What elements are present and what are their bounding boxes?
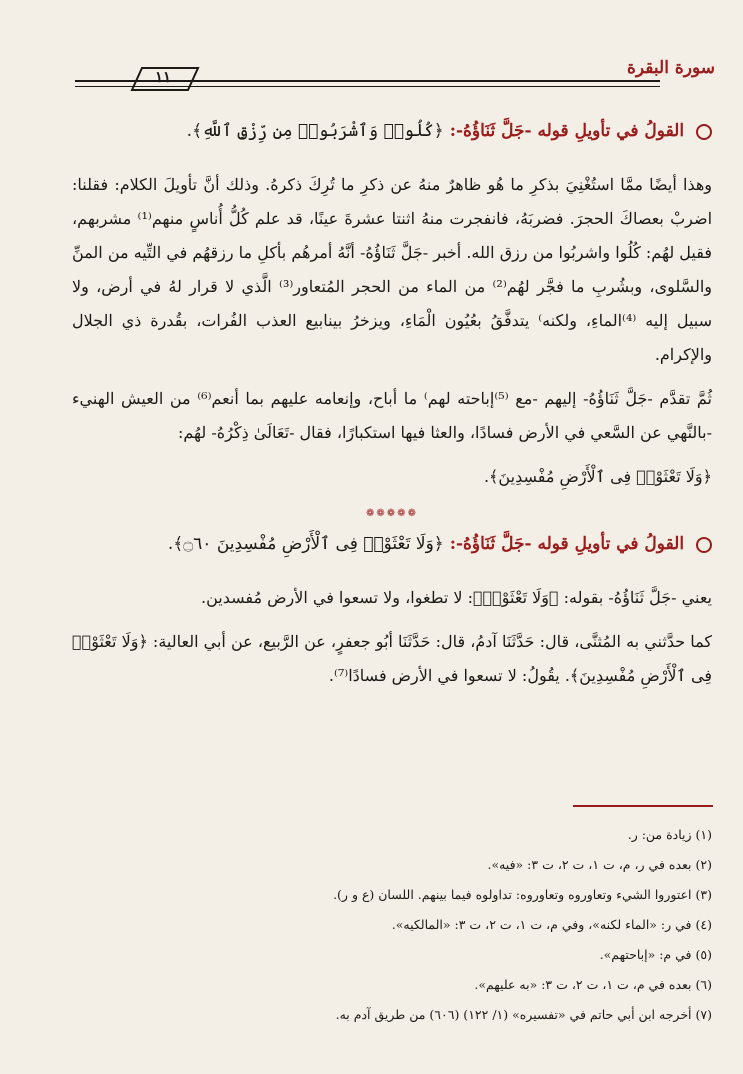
header-rule: [75, 80, 660, 82]
footnote: (٦) بعده في م، ت ١، ت ٢، ت ٣: «به عليهم».: [474, 977, 712, 992]
heading-prefix: القولُ في تأويلِ قوله -جَلَّ ثَنَاؤُهُ-:: [449, 121, 685, 141]
footnote: (٧) أخرجه ابن أبي حاتم في «تفسيره» (١/ ١٢٢) (٦٠٦) من طريق آدم به.: [335, 1007, 712, 1022]
footnote: (١) زيادة من: ر.: [627, 827, 712, 842]
section-divider-ornament: ❁❁❁❁❁: [366, 508, 418, 519]
paragraph: كما حدَّثني به المُثنَّى، قال: حَدَّثَنَا آدمُ، قال: حَدَّثَنَا أبُو جعفرٍ، عن الرَّبيع، عن أبي العالية: ﴿وَلَا تَعْثَوْا۟ فِى ٱلْأَرْضِ مُفْسِدِينَ﴾. يقُولُ: لا تسعوا في الأرض فسادًا⁽⁷⁾.: [72, 632, 712, 685]
section-heading-1: [72, 116, 712, 146]
footnote-separator: [573, 805, 713, 807]
header-rule-thin: [75, 86, 660, 87]
main-text: [72, 108, 712, 703]
heading-circle-icon: [696, 124, 712, 140]
paragraph: ثُمَّ تقدَّم -جَلَّ ثَنَاؤُهُ- إليهم -مع ⁽⁵⁾إباحته لهم⁾ ما أباح، وإنعامه عليهم بما أنعم⁽⁶⁾ من العيش الهنيء -بالنَّهي عن السَّعي في الأرض فسادًا، والعثا فيها استكبارًا، فقال -تَعَالَىٰ ذِكْرُهُ- لهُم:: [72, 389, 712, 442]
footnote: (٣) اعتوروا الشيء وتعاوروه وتعاوروه: تداولوه فيما بينهم. اللسان (ع و ر).: [333, 887, 712, 902]
section-heading-2: [72, 529, 712, 559]
heading-quran-verse: ﴿وَلَا تَعْثَوْا۟ فِى ٱلْأَرْضِ مُفْسِدِينَ ۝٦٠﴾.: [167, 534, 444, 554]
footnote: (٢) بعده في ر، م، ت ١، ت ٢، ت ٣: «فيه».: [487, 857, 712, 872]
heading-prefix: القولُ في تأويلِ قوله -جَلَّ ثَنَاؤُهُ-:: [449, 534, 685, 554]
paragraph: يعني -جَلَّ ثَنَاؤُهُ- بقوله: ﴿وَلَا تَعْثَوْا۟﴾: لا تطغوا، ولا تسعوا في الأرض مُفسدين.: [200, 588, 712, 607]
footnotes: [72, 822, 712, 1032]
heading-circle-icon: [696, 537, 712, 553]
quran-verse-line: ﴿وَلَا تَعْثَوْا۟ فِى ٱلْأَرْضِ مُفْسِدِينَ﴾.: [483, 467, 712, 486]
page-header: [75, 50, 715, 100]
footnote: (٥) في م: «إباحتهم».: [599, 947, 712, 962]
sura-title: سورة البقرة: [627, 58, 715, 78]
paragraph: وهذا أيضًا ممَّا استُغْنِيَ بذكرِ ما هُو ظاهرٌ منهُ عن ذكرِ ما تُرِكَ ذكرهُ. وذلك أنَّ تأويلَ الكلام: فقلنا: اضربْ بعصاكَ الحجرَ. فضربَهُ، فانفجرت منهُ اثنتا عشرةَ عينًا، قد علم كُلُّ أُناسٍ منهم⁽¹⁾ مشربهم، فقيل لهُم: كُلُوا واشربُوا من رزق الله. أخبر -جَلَّ ثَنَاؤُهُ- أنَّهُ أمرهُم بأكلِ ما رزقهُم في التِّيه من المنِّ والسَّلوى، وبشُربِ ما فجَّر لهُم⁽²⁾ من الماء من الحجر المُتعاور⁽³⁾ الَّذي لا قرار لهُ في أرض، ولا سبيل إليه ⁽⁴⁾الماءِ، ولكنه⁾ يتدفَّقُ بعُيُون الْمَاءِ، ويزخرُ بينابيع العذب الفُرات، بقُدرة ذي الجلال والإكرام.: [72, 175, 713, 364]
heading-quran-verse: ﴿كُلُوا۟ وَٱشْرَبُوا۟ مِن رِّزْقِ ٱللَّهِ﴾.: [186, 121, 444, 141]
footnote: (٤) في ر: «الماء لكنه»، وفي م، ت ١، ت ٢، ت ٣: «المالكيه».: [391, 917, 712, 932]
page-number: ١١: [155, 68, 172, 86]
